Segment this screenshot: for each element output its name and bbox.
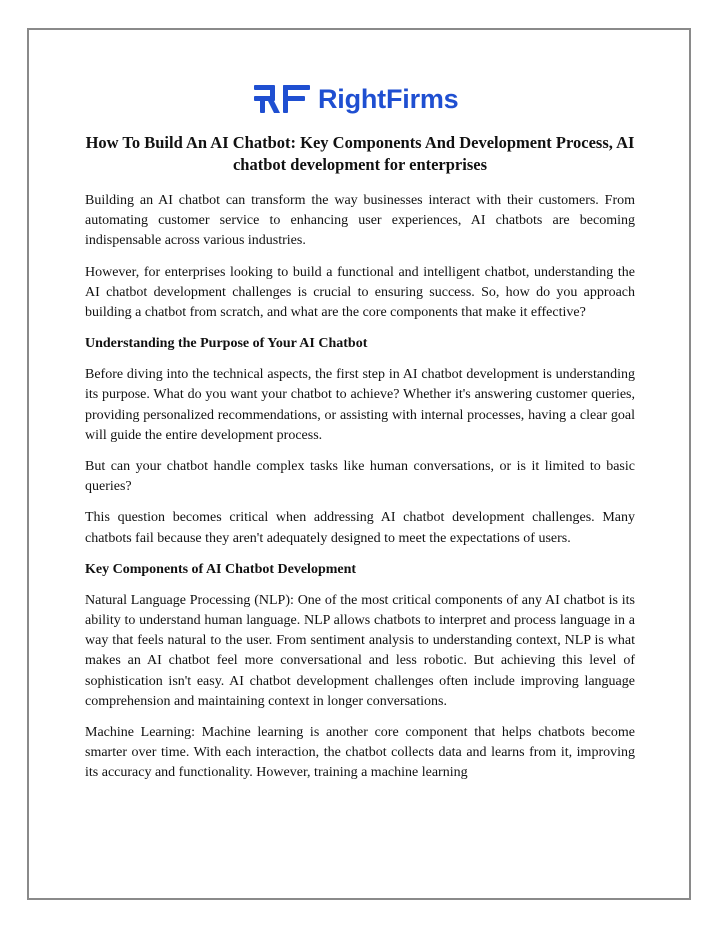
paragraph: Machine Learning: Machine learning is another core component that helps chatbots become smarter over time. With each interaction, the chatbot collects data and learns from it, improving its accuracy and functionality. However, training a machine learning bbox=[85, 725, 635, 781]
paragraph: Natural Language Processing (NLP): One of the most critical components of any AI chatbot is its ability to understand human language. NLP allows chatbots to interpret and process language in a way that feels natural to the user. From sentiment analysis to understanding context, NLP is what makes an AI chatbot feel more conversational and less robotic. But achieving this level of sophistication isn't easy. AI chatbot development challenges often include improving language comprehension and maintaining context in longer conversations. bbox=[85, 592, 635, 709]
brand-logo bbox=[254, 82, 459, 116]
paragraph: However, for enterprises looking to build a functional and intelligent chatbot, understanding the AI chatbot development challenges is crucial to ensuring success. So, how do you approach building a chatbot from scratch, and what are the core components that make it effective? bbox=[85, 264, 635, 321]
brand-name: RightFirms bbox=[318, 83, 459, 114]
document-body bbox=[85, 132, 635, 795]
paragraph: Before diving into the technical aspects, the first step in AI chatbot development is understanding its purpose. What do you want your chatbot to achieve? Whether it's answering customer queries, providing personalized recommendations, or assisting with internal processes, having a clear goal will guide the entire development process. bbox=[85, 367, 635, 443]
paragraph: This question becomes critical when addressing AI chatbot development challenges. Many chatbots fail because they aren't adequately designed to meet the expectations of users. bbox=[85, 510, 635, 546]
section-heading: Understanding the Purpose of Your AI Chatbot bbox=[85, 336, 368, 352]
document-title: How To Build An AI Chatbot: Key Components And Development Process, AI chatbot development for enterprises bbox=[85, 133, 635, 174]
document-blocks bbox=[85, 191, 635, 784]
rf-monogram-icon bbox=[254, 84, 310, 114]
paragraph: Building an AI chatbot can transform the way businesses interact with their customers. From automating customer service to enhancing user experiences, AI chatbots are becoming indispensable across various industries. bbox=[85, 193, 635, 249]
section-heading: Key Components of AI Chatbot Development bbox=[85, 561, 357, 577]
paragraph: But can your chatbot handle complex tasks like human conversations, or is it limited to basic queries? bbox=[85, 459, 635, 495]
